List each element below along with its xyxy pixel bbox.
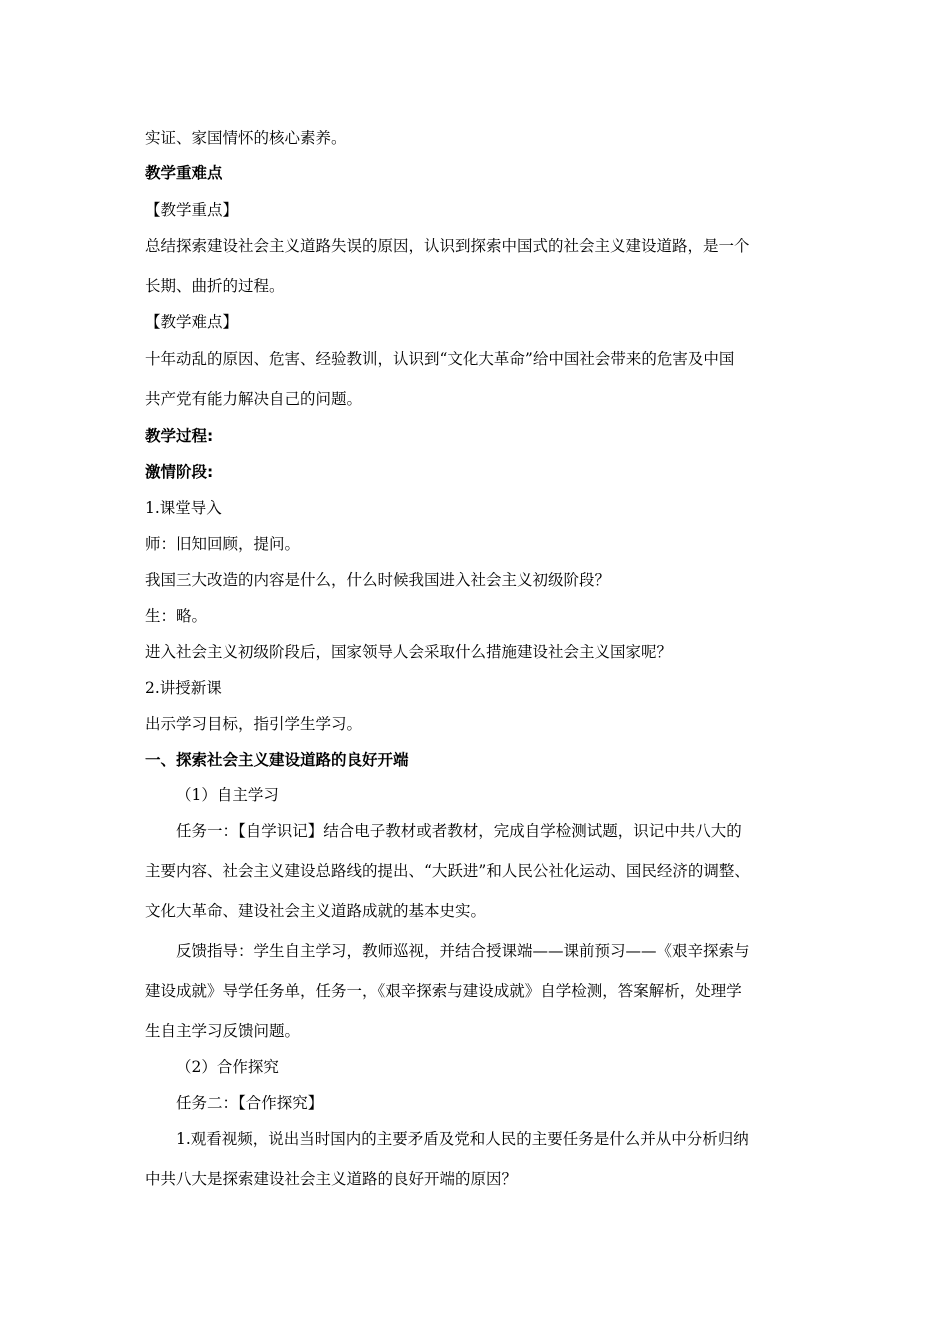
text-line: 文化大革命、建设社会主义道路成就的基本史实。 [145,902,487,920]
text-line: 建设成就》导学任务单，任务一，《艰辛探索与建设成就》自学检测，答案解析，处理学 [145,982,742,1000]
section-heading: 一、探索社会主义建设道路的良好开端 [145,751,409,769]
text-line: 总结探索建设社会主义道路失误的原因，认识到探索中国式的社会主义建设道路，是一个 [145,237,750,255]
text-line: 长期、曲折的过程。 [145,277,285,295]
text-line: 十年动乱的原因、危害、经验教训，认识到“文化大革命”给中国社会带来的危害及中国 [145,350,735,368]
subheading: 【教学重点】 [145,201,239,219]
section-heading: 激情阶段: [145,463,214,481]
text-line: 进入社会主义初级阶段后，国家领导人会采取什么措施建设社会主义国家呢？ [145,643,673,661]
section-heading: 教学重难点 [145,164,223,182]
section-heading: 教学过程: [145,427,214,445]
text-line: 出示学习目标，指引学生学习。 [145,715,363,733]
text-line: 我国三大改造的内容是什么，什么时候我国进入社会主义初级阶段？ [145,571,611,589]
text-line: 任务二：【合作探究】 [176,1094,324,1112]
text-line: 中共八大是探索建设社会主义道路的良好开端的原因？ [145,1170,518,1188]
text-line: 反馈指导：学生自主学习，教师巡视，并结合授课端——课前预习——《艰辛探索与 [176,942,750,960]
text-line: 1.观看视频，说出当时国内的主要矛盾及党和人民的主要任务是什么并从中分析归纳 [176,1130,749,1148]
text-line: 师：旧知回顾，提问。 [145,535,301,553]
text-line: 任务一：【自学识记】结合电子教材或者教材，完成自学检测试题，识记中共八大的 [176,822,742,840]
text-line: 生自主学习反馈问题。 [145,1022,301,1040]
text-line: 生：略。 [145,607,208,625]
subheading: （1）自主学习 [176,786,279,804]
text-line: 共产党有能力解决自己的问题。 [145,390,363,408]
subheading: （2）合作探究 [176,1058,279,1076]
subheading: 【教学难点】 [145,313,239,331]
text-line: 1.课堂导入 [145,499,222,517]
text-line: 主要内容、社会主义建设总路线的提出、“大跃进”和人民公社化运动、国民经济的调整、 [145,862,750,880]
text-line: 2.讲授新课 [145,679,222,697]
text-line: 实证、家国情怀的核心素养。 [145,129,347,147]
